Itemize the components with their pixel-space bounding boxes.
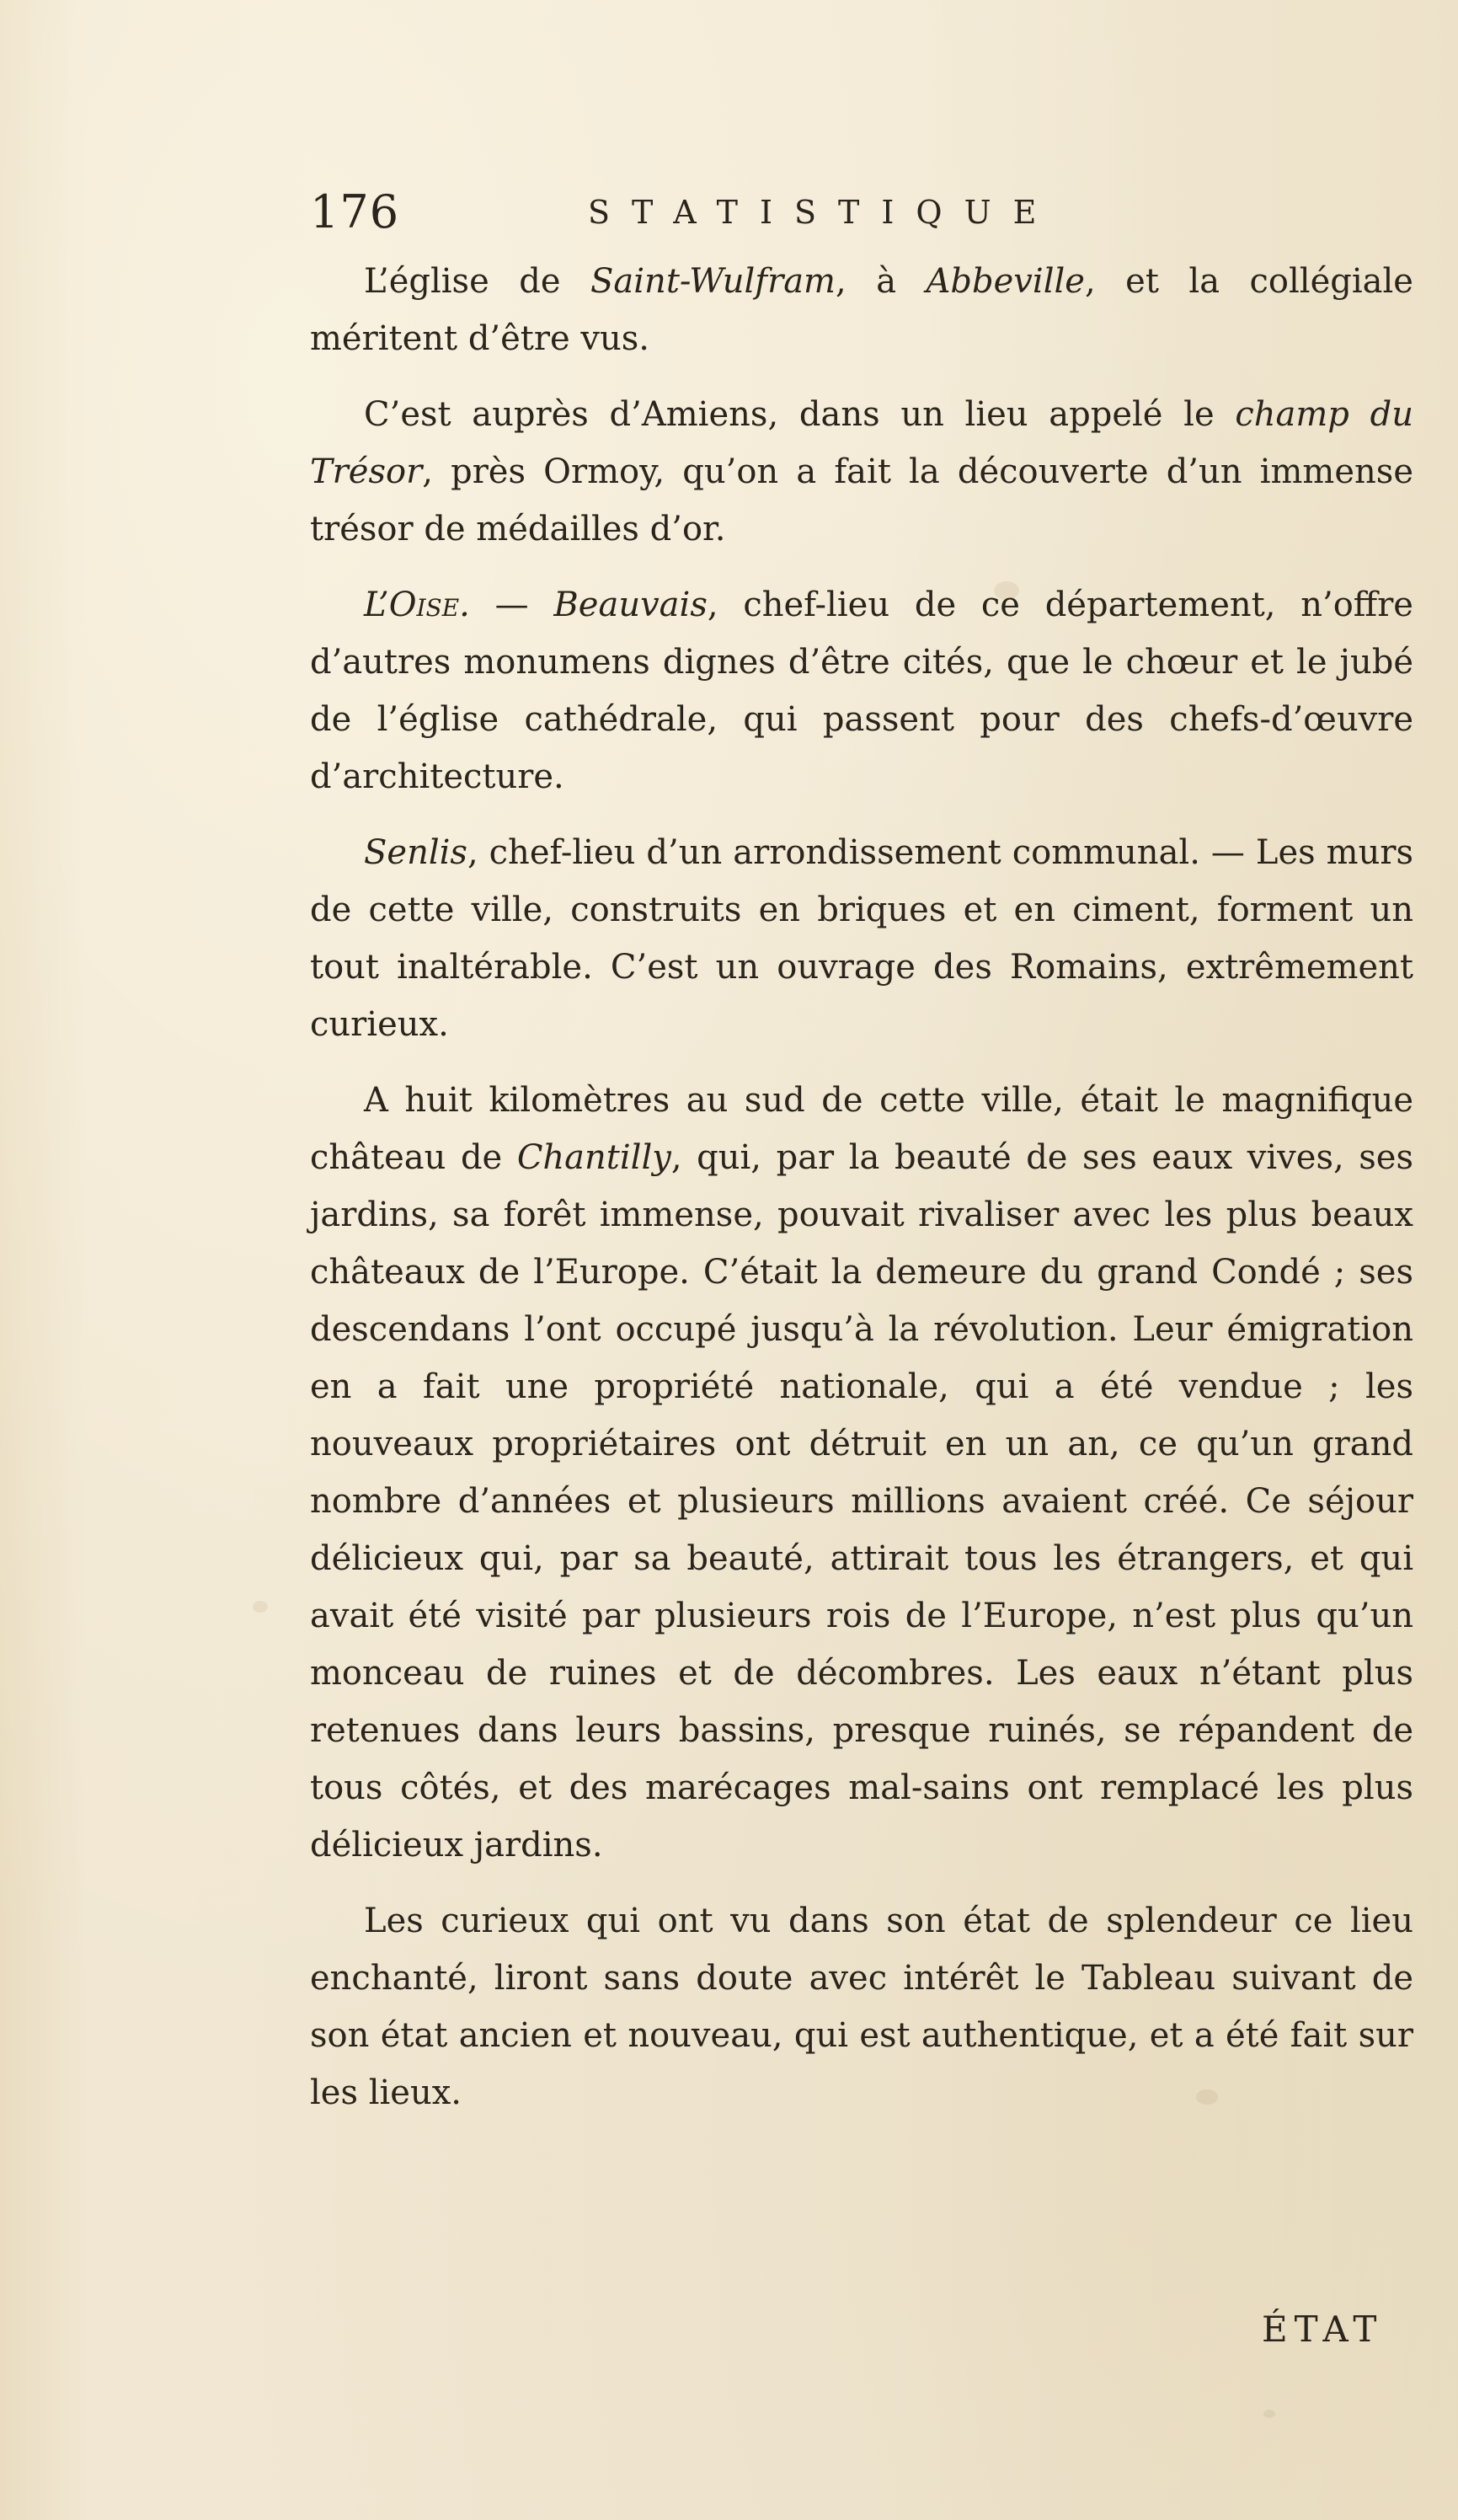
paper-stain [253,1601,268,1613]
text-span: , chef-lieu d’un arrondissement communal. — Les murs de cette ville, construits en briques et en ciment, forment un tout inaltérable. C’est un ouvrage des Romains, extrêmement curieux. [310,833,1413,1044]
paragraph [310,386,1413,558]
text-span: Abbeville [926,262,1085,301]
text-span: Chantilly [516,1138,671,1177]
text-span: Beauvais [553,586,708,624]
text-span: Les curieux qui ont vu dans son état de splendeur ce lieu enchanté, liront sans doute avec intérêt le Tableau suivant de son état ancien et nouveau, qui est authentique, et a été fait sur les lieux. [310,1902,1413,2112]
text-span: , à [835,262,927,301]
paragraph [310,824,1413,1053]
paragraph [310,253,1413,367]
text-span: L’église de [364,262,591,301]
text-span: , chef-lieu de ce département, n’offre d’autres monumens dignes d’être cités, que le chœur et le jubé de l’église cathédrale, qui passent pour des chefs-d’œuvre d’architecture. [310,586,1413,796]
text-span: champ du Trésor [310,395,1413,491]
text-span: — [469,586,554,624]
text-span: C’est auprès d’Amiens, dans un lieu appelé le [364,395,1236,434]
body-text [310,253,1413,2140]
paragraph [310,1072,1413,1874]
paper-stain [1263,2410,1275,2418]
text-span: , qui, par la beauté de ses eaux vives, ses jardins, sa forêt immense, pouvait rivaliser avec les plus beaux châteaux de l’Europe. C’était la demeure du grand Condé ; ses descendans l’ont occupé jusqu’à la révolution. Leur émigration en a fait une propriété nationale, qui a été vendue ; les nouveaux propriétaires ont détruit en un an, ce qu’un grand nombre d’années et plusieurs millions avaient créé. Ce séjour délicieux qui, par sa beauté, attirait tous les étrangers, et qui avait été visité par plusieurs rois de l’Europe, n’est plus qu’un monceau de ruines et de décombres. Les eaux n’étant plus retenues dans leurs bassins, presque ruinés, se répandent de tous côtés, et des marécages mal-sains ont remplacé les plus délicieux jardins. [310,1138,1413,1865]
running-title: STATISTIQUE [588,194,1059,231]
paragraph [310,1892,1413,2121]
paragraph [310,576,1413,805]
text-span: , et la collégiale méritent d’être vus. [310,262,1413,358]
text-span: A huit kilomètres au sud de cette ville, était le magnifique château de [310,1081,1413,1177]
text-span: Saint-Wulfram [590,262,836,301]
page-number: 176 [310,185,400,238]
text-span: L’Oise. [364,586,470,624]
catchword: ÉTAT [1262,2309,1384,2350]
running-head [310,185,1152,244]
text-span: , près Ormoy, qu’on a fait la découverte d’un immense trésor de médailles d’or. [310,452,1413,548]
text-span: Senlis [364,833,467,872]
